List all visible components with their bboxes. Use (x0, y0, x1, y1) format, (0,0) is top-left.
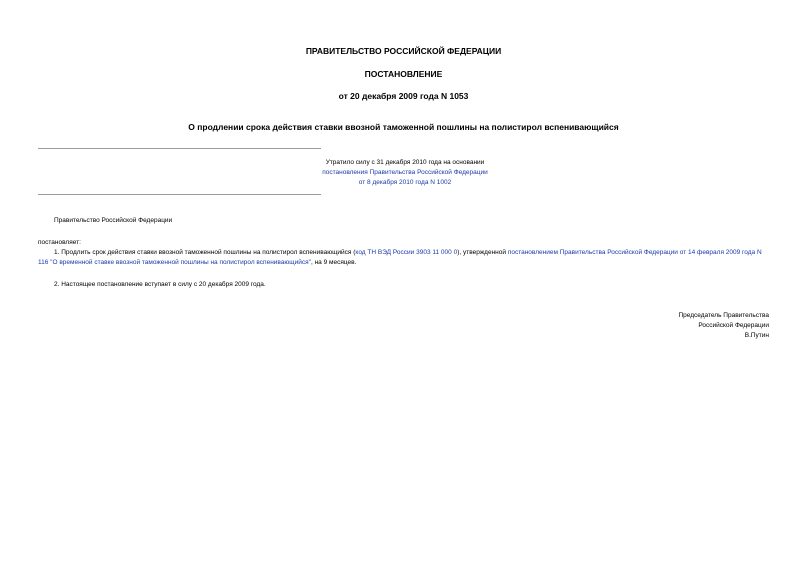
org-heading: ПРАВИТЕЛЬСТВО РОССИЙСКОЙ ФЕДЕРАЦИИ (305, 46, 502, 56)
signature-org: Российской Федерации (698, 322, 769, 329)
decree-word: постановляет: (38, 239, 81, 246)
tnved-code-link[interactable]: код ТН ВЭД России 3903 11 000 0 (355, 249, 458, 256)
bottom-divider (38, 194, 321, 195)
date-number-heading: от 20 декабря 2009 года N 1053 (338, 91, 469, 101)
paragraph-1-text-c: , на 9 месяцев. (310, 259, 357, 266)
status-note-link-decree[interactable]: постановления Правительства Российской Федерации (322, 169, 488, 176)
paragraph-2: 2. Настоящее постановление вступает в силу с 20 декабря 2009 года. (54, 281, 266, 288)
document-title: О продлении срока действия ставки ввозной таможенной пошлины на полистирол вспенивающийся (188, 122, 619, 132)
top-divider (38, 148, 321, 149)
paragraph-1-text-a: 1. Продлить срок действия ставки ввозной таможенной пошлины на полистирол вспенивающийся ( (54, 249, 356, 256)
paragraph-1 (38, 248, 772, 268)
signature-name: В.Путин (744, 332, 769, 339)
signature-title: Председатель Правительства (678, 312, 769, 319)
status-note (250, 158, 560, 188)
decree-116-link[interactable]: постановлением Правительства Российской Федерации от 14 февраля 2009 года N 116 "О временной ставке ввозной таможенной пошлины на полистирол вспенивающийся" (38, 249, 762, 266)
doc-type-heading: ПОСТАНОВЛЕНИЕ (364, 69, 443, 79)
signature-block (678, 311, 769, 341)
status-note-link-date[interactable]: от 8 декабря 2010 года N 1002 (358, 179, 452, 186)
status-note-text: Утратило силу с 31 декабря 2010 года на основании (325, 159, 485, 166)
intro-text: Правительство Российской Федерации (54, 217, 173, 224)
paragraph-1-text-b: ), утвержденной (457, 249, 508, 256)
